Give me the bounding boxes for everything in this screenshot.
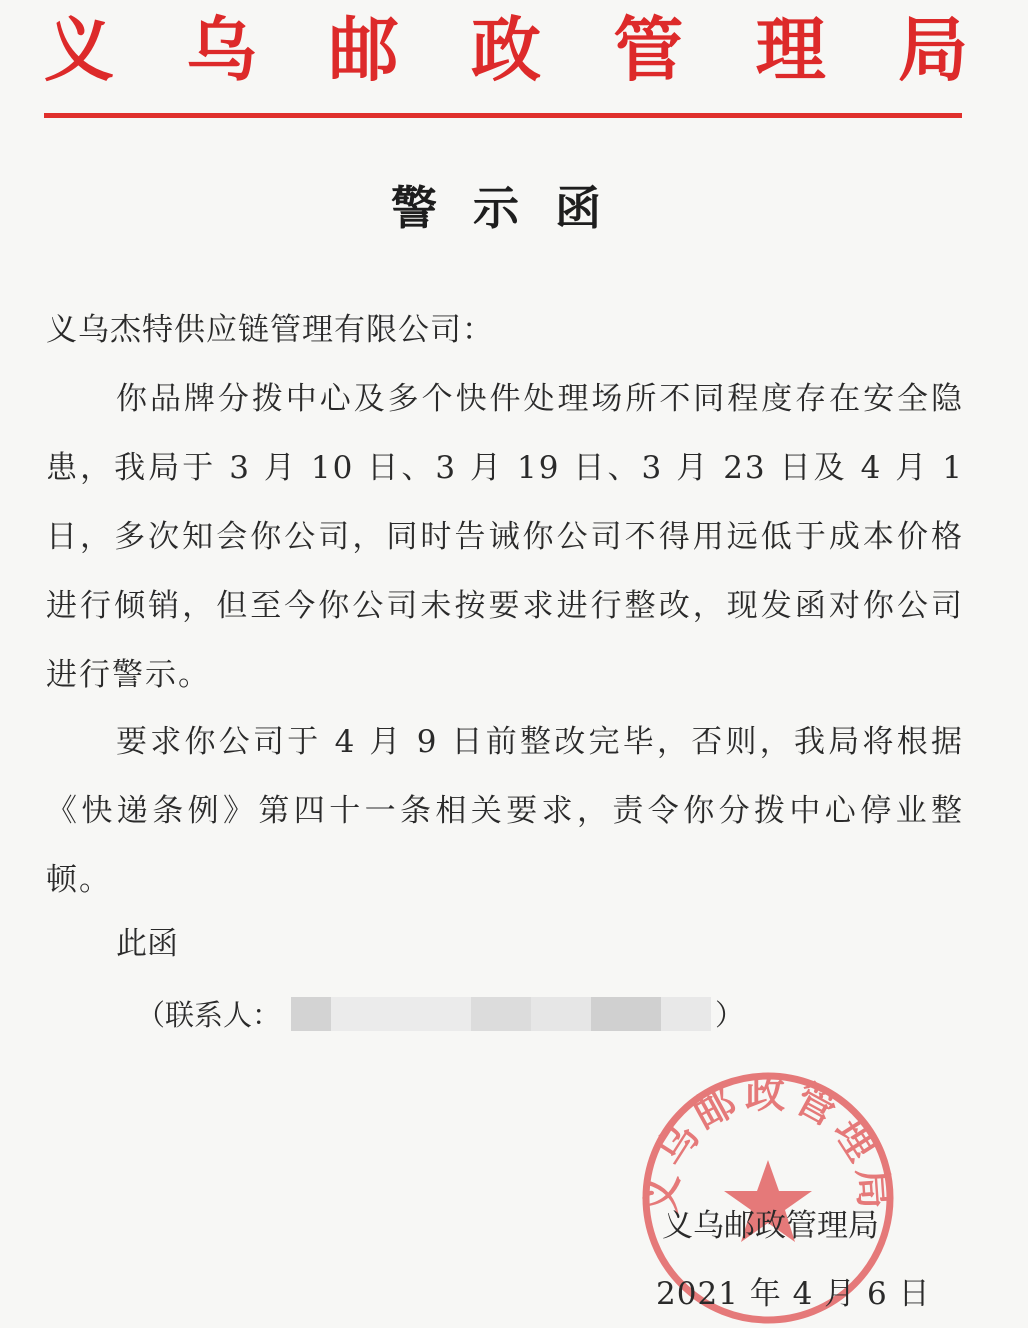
header-char: 义 xyxy=(44,9,114,91)
header-char: 管 xyxy=(613,9,684,91)
document-date: 2021 年 4 月 6 日 xyxy=(656,1276,931,1312)
seal-text: 义乌邮政管理局 xyxy=(638,1070,898,1217)
header-char: 局 xyxy=(897,9,968,91)
sender-name: 义乌邮政管理局 xyxy=(662,1208,879,1244)
header-char: 邮 xyxy=(328,9,399,91)
header-char: 理 xyxy=(755,9,826,91)
body-paragraph: 你品牌分拨中心及多个快件处理场所不同程度存在安全隐患，我局于 3 月 10 日、3 月 19 日、3 月 23 日及 4 月 1 日，多次知会你公司，同时告诫你公司不得用远低于成本价格进行倾销，但至今你公司未按要求进行整改，现发函对你公司进行警示。 xyxy=(46,381,964,693)
org-header xyxy=(44,0,968,100)
header-char: 乌 xyxy=(186,9,257,91)
document-title: 警示函 xyxy=(391,181,637,235)
contact-close-paren: ） xyxy=(715,998,745,1032)
body-paragraph: 要求你公司于 4 月 9 日前整改完毕，否则，我局将根据《快递条例》第四十一条相关要求，责令你分拨中心停业整顿。 xyxy=(46,724,964,898)
contact-line xyxy=(136,993,744,1034)
redacted-contact-block xyxy=(291,997,711,1031)
closing-phrase: 此函 xyxy=(116,926,178,962)
recipient-line: 义乌杰特供应链管理有限公司： xyxy=(46,312,494,348)
header-char: 政 xyxy=(470,9,541,91)
contact-label: （联系人： xyxy=(136,998,282,1032)
header-divider xyxy=(44,113,962,118)
